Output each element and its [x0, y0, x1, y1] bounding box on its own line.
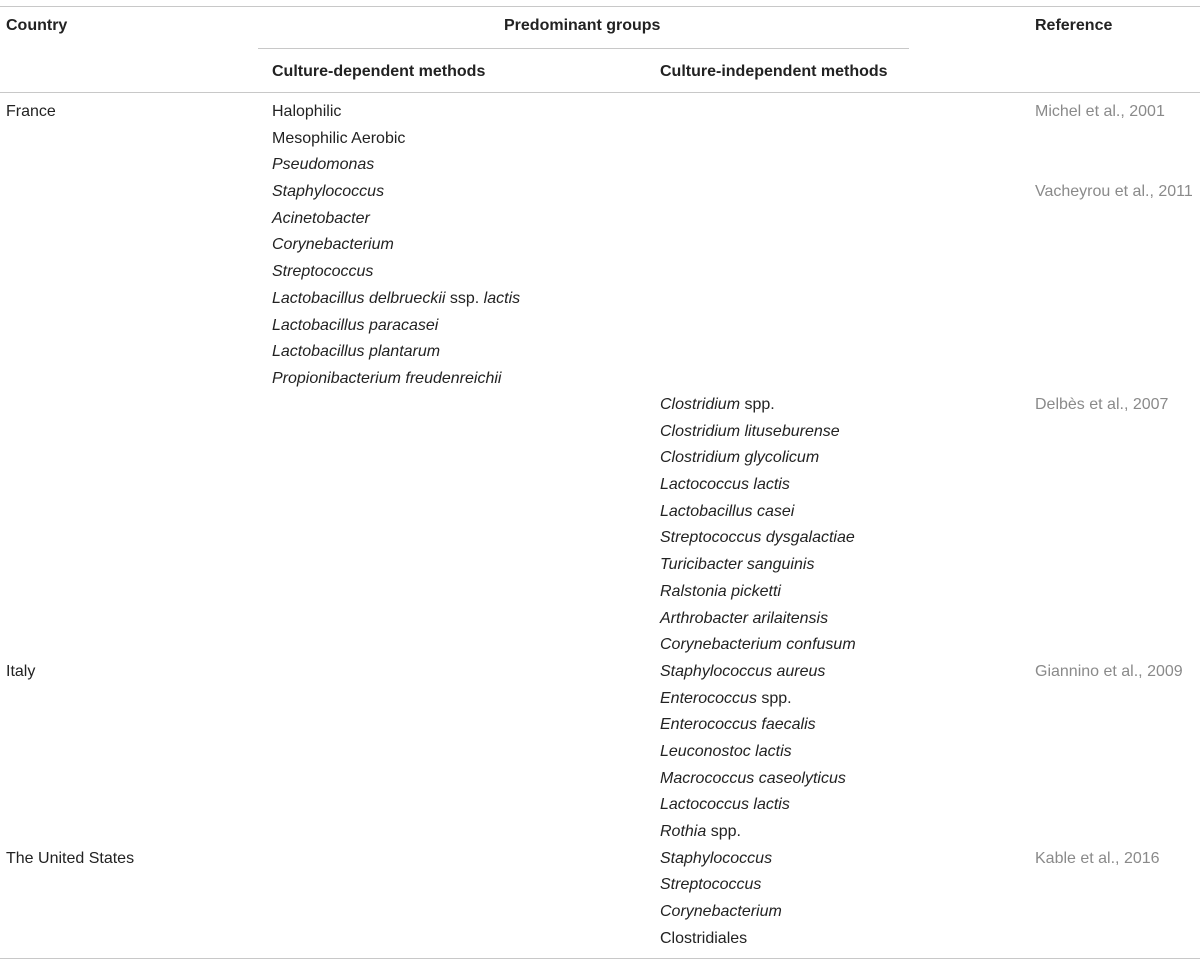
italic-taxon: Clostridium lituseburense: [660, 422, 840, 440]
species-row: [660, 582, 856, 609]
species-row: [272, 316, 520, 343]
species-row: [660, 902, 856, 929]
species-row: [272, 209, 520, 236]
plain-text: spp.: [706, 823, 741, 840]
species-row: [660, 635, 856, 662]
italic-taxon: Pseudomonas: [272, 156, 375, 174]
italic-taxon: Leuconostoc lactis: [660, 742, 792, 760]
species-row: [272, 182, 520, 209]
species-row: [272, 129, 520, 156]
species-row: [660, 822, 856, 849]
italic-taxon: Lactococcus lactis: [660, 476, 790, 494]
italic-taxon: lactis: [483, 289, 521, 307]
italic-taxon: Lactobacillus casei: [660, 502, 795, 520]
species-row: [272, 342, 520, 369]
reference-delbes-2007: Delbès et al., 2007: [1035, 396, 1169, 413]
italic-taxon: Corynebacterium: [660, 903, 782, 921]
italic-taxon: Lactobacillus paracasei: [272, 316, 439, 334]
reference-vacheyrou-2011: Vacheyrou et al., 2011: [1035, 183, 1193, 200]
plain-text: Mesophilic Aerobic: [272, 129, 406, 147]
culture-independent-list: [660, 395, 856, 955]
species-row: [272, 235, 520, 262]
species-row: [660, 769, 856, 796]
header-culture-independent: Culture-independent methods: [660, 63, 888, 80]
country-united-states: The United States: [6, 850, 135, 867]
species-row: [660, 395, 856, 422]
italic-taxon: Acinetobacter: [272, 209, 370, 227]
species-row: [660, 555, 856, 582]
species-row: [660, 662, 856, 689]
bottom-rule: [0, 958, 1200, 959]
plain-text: Clostridiales: [660, 929, 748, 947]
italic-taxon: Staphylococcus: [272, 183, 385, 201]
italic-taxon: Lactobacillus plantarum: [272, 343, 441, 361]
italic-taxon: Arthrobacter arilaitensis: [660, 609, 829, 627]
header-bottom-rule: [0, 92, 1200, 93]
italic-taxon: Enterococcus faecalis: [660, 716, 816, 734]
italic-taxon: Macrococcus caseolyticus: [660, 769, 846, 787]
plain-text: spp.: [740, 396, 775, 413]
species-row: [272, 155, 520, 182]
species-row: [660, 448, 856, 475]
italic-taxon: Corynebacterium: [272, 236, 394, 254]
header-reference: Reference: [1035, 17, 1113, 34]
italic-taxon: Streptococcus: [272, 263, 374, 281]
italic-taxon: Clostridium glycolicum: [660, 449, 820, 467]
culture-dependent-list: [272, 102, 520, 396]
reference-michel-2001: Michel et al., 2001: [1035, 103, 1165, 120]
group-rule: [258, 48, 909, 49]
italic-taxon: Staphylococcus aureus: [660, 662, 826, 680]
species-row: [660, 528, 856, 555]
reference-giannino-2009: Giannino et al., 2009: [1035, 663, 1183, 680]
italic-taxon: Rothia: [660, 823, 707, 840]
italic-taxon: Propionibacterium freudenreichii: [272, 369, 502, 387]
species-row: [660, 422, 856, 449]
species-row: [660, 742, 856, 769]
country-italy: Italy: [6, 663, 36, 680]
species-row: [660, 875, 856, 902]
country-france: France: [6, 103, 56, 120]
plain-text: ssp.: [445, 289, 484, 307]
species-row: [660, 689, 856, 716]
species-row: [660, 475, 856, 502]
species-row: [660, 849, 856, 876]
header-predominant-groups: Predominant groups: [504, 17, 661, 34]
top-rule: [0, 6, 1200, 7]
species-row: [272, 102, 520, 129]
species-row: [272, 262, 520, 289]
species-row: [660, 609, 856, 636]
plain-text: Halophilic: [272, 103, 342, 120]
italic-taxon: Ralstonia picketti: [660, 582, 781, 600]
italic-taxon: Lactobacillus delbrueckii: [272, 289, 446, 307]
header-country: Country: [6, 17, 68, 34]
italic-taxon: Corynebacterium confusum: [660, 636, 856, 654]
italic-taxon: Turicibacter sanguinis: [660, 556, 815, 574]
italic-taxon: Lactococcus lactis: [660, 796, 790, 814]
species-row: [660, 929, 856, 956]
italic-taxon: Streptococcus: [660, 876, 762, 894]
reference-kable-2016: Kable et al., 2016: [1035, 850, 1160, 867]
species-row: [660, 795, 856, 822]
species-row: [660, 715, 856, 742]
species-row: [660, 502, 856, 529]
header-culture-dependent: Culture-dependent methods: [272, 63, 486, 80]
italic-taxon: Staphylococcus: [660, 849, 773, 867]
italic-taxon: Enterococcus: [660, 689, 757, 707]
plain-text: spp.: [756, 689, 792, 707]
italic-taxon: Clostridium: [660, 396, 741, 413]
species-row: [272, 289, 520, 316]
species-row: [272, 369, 520, 396]
italic-taxon: Streptococcus dysgalactiae: [660, 529, 855, 547]
